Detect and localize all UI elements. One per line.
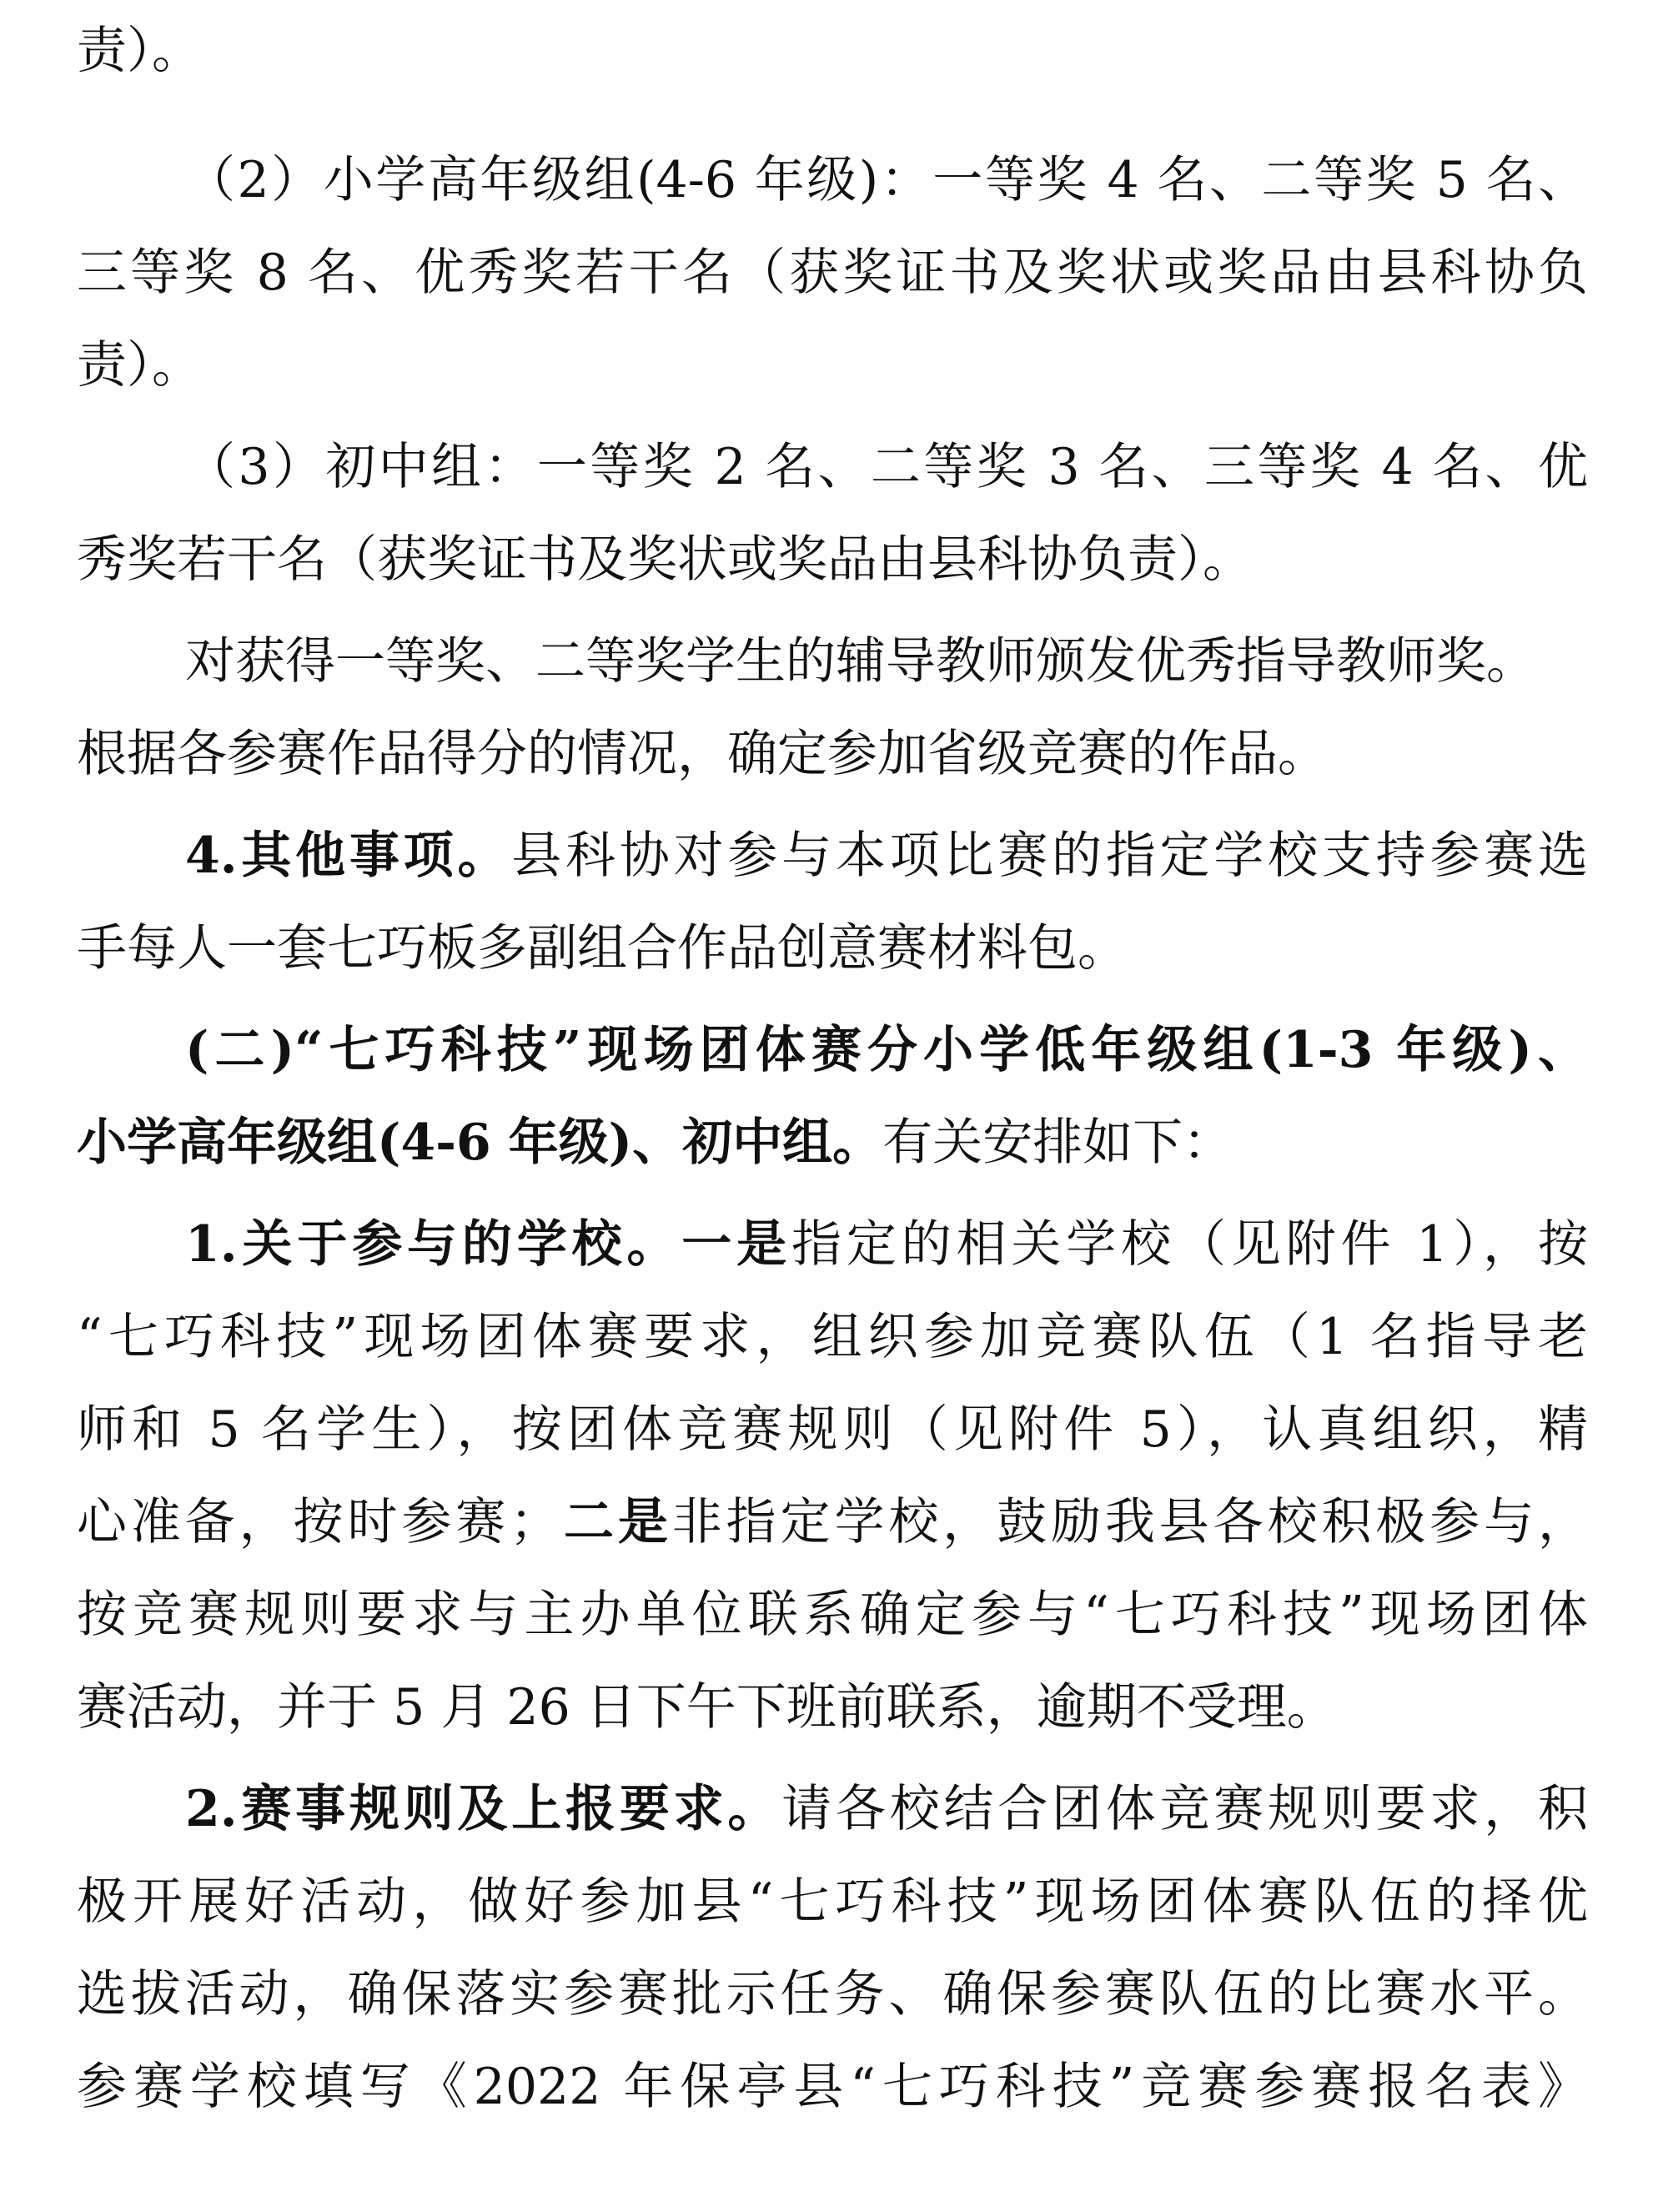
text-line-8: 根据各参赛作品得分的情况，确定参加省级竞赛的作品。 xyxy=(77,725,1328,783)
text-line-18: 赛活动，并于 5 月 26 日下午下班前联系，逾期不受理。 xyxy=(77,1678,1337,1737)
text-line-13: 1.关于参与的学校。一是指定的相关学校（见附件 1），按 xyxy=(185,1215,1589,1274)
text-line-19: 2.赛事规则及上报要求。请各校结合团体竞赛规则要求，积 xyxy=(185,1780,1588,1838)
text-line-14: “七巧科技”现场团体赛要求，组织参加竞赛队伍（1 名指导老 xyxy=(77,1308,1588,1366)
text-line-6: 秀奖若干名（获奖证书及奖状或奖品由县科协负责）。 xyxy=(77,530,1253,589)
text-line-2: （2）小学高年级组(4-6 年级)：一等奖 4 名、二等奖 5 名、 xyxy=(185,151,1588,209)
item-heading-2: 2.赛事规则及上报要求。 xyxy=(185,1780,782,1838)
text-line-4: 责）。 xyxy=(77,336,202,395)
text-line-20: 极开展好活动，做好参加县“七巧科技”现场团体赛队伍的择优 xyxy=(77,1873,1588,1931)
text-line-1: 责）。 xyxy=(77,22,202,80)
text-line-12: 小学高年级组(4-6 年级)、初中组。有关安排如下： xyxy=(77,1114,1233,1172)
text-line-22: 参赛学校填写《2022 年保亭县“七巧科技”竞赛参赛报名表》 xyxy=(77,2058,1588,2116)
item-heading-1: 1.关于参与的学校。一是 xyxy=(185,1215,791,1274)
text-line-3: 三等奖 8 名、优秀奖若干名（获奖证书及奖状或奖品由县科协负 xyxy=(77,244,1588,302)
text-line-16: 心准备，按时参赛；二是非指定学校，鼓励我县各校积极参与， xyxy=(77,1493,1589,1551)
emphasis-erhshi: 二是 xyxy=(560,1493,672,1551)
text-line-21: 选拔活动，确保落实参赛批示任务、确保参赛队伍的比赛水平。 xyxy=(77,1965,1588,2023)
text-line-11 xyxy=(185,1004,1588,1096)
text-line-15: 师和 5 名学生），按团体竞赛规则（见附件 5），认真组织，精 xyxy=(77,1400,1588,1459)
item-heading-4: 4.其他事项。 xyxy=(185,827,512,885)
text-line-10: 手每人一套七巧板多副组合作品创意赛材料包。 xyxy=(77,919,1128,978)
text-line-7: 对获得一等奖、二等奖学生的辅导教师颁发优秀指导教师奖。 xyxy=(185,632,1536,691)
text-line-9: 4.其他事项。县科协对参与本项比赛的指定学校支持参赛选 xyxy=(185,827,1589,885)
text-line-17: 按竞赛规则要求与主办单位联系确定参与“七巧科技”现场团体 xyxy=(77,1586,1588,1644)
text-line-5: （3）初中组：一等奖 2 名、二等奖 3 名、三等奖 4 名、优 xyxy=(185,438,1588,496)
section-heading-2: (二)“七巧科技”现场团体赛分小学低年级组(1-3 年级)、 xyxy=(185,1021,1588,1079)
section-heading-2-cont: 小学高年级组(4-6 年级)、初中组。 xyxy=(77,1114,883,1172)
